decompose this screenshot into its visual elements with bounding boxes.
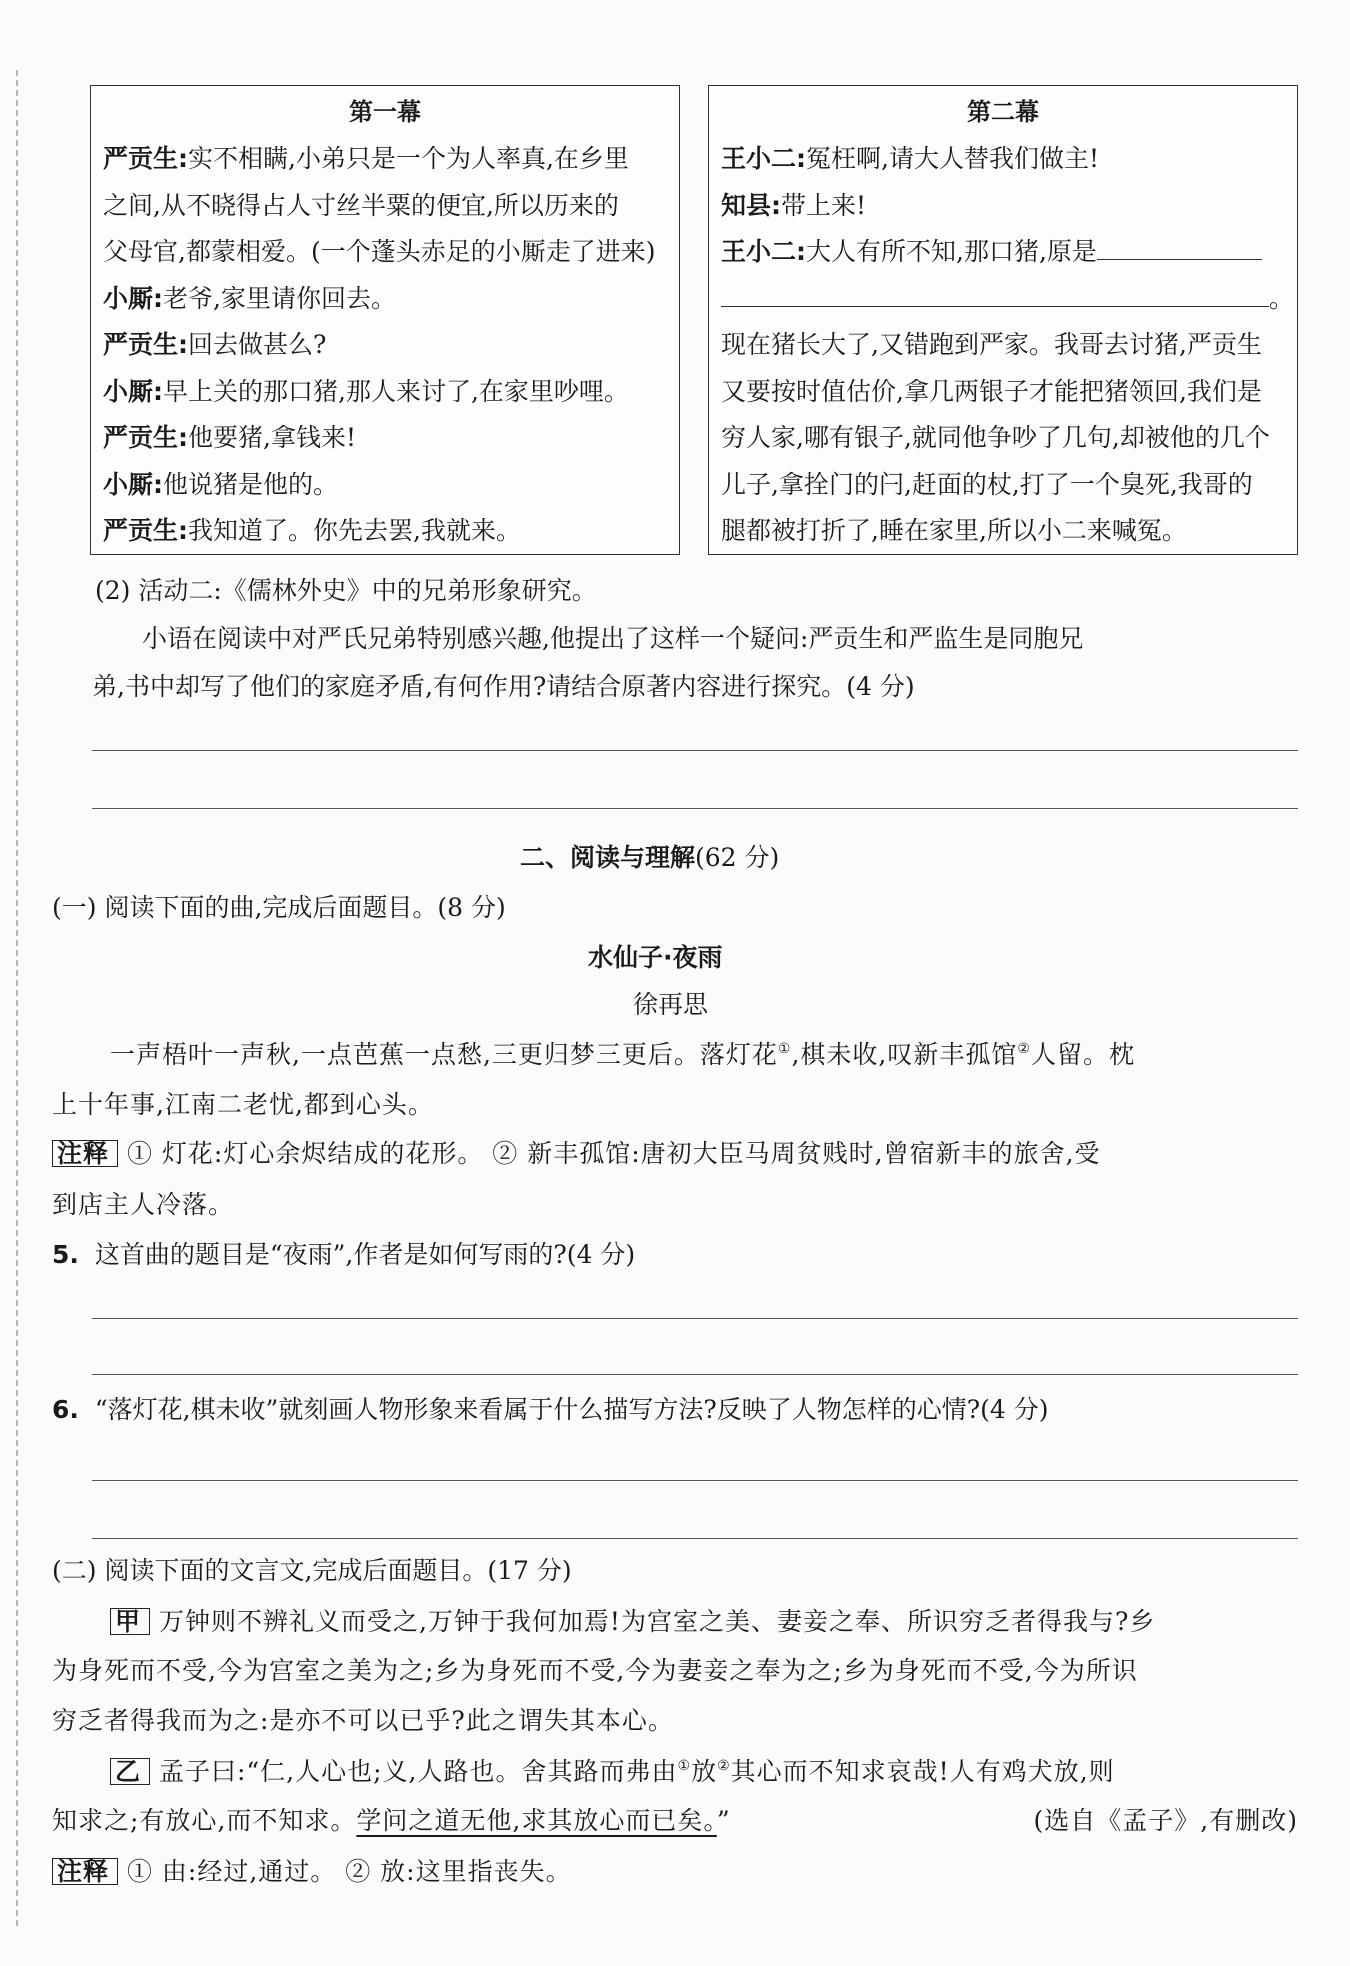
dialogue-line: 小厮:他说猪是他的。: [103, 469, 339, 499]
passage-jia-line: 穷乏者得我而为之:是亦不可以已乎?此之谓失其本心。: [52, 1706, 674, 1735]
passage-jia-line: 为身死而不受,今为宫室之美为之;乡为身死而不受,今为妻妾之奉为之;乡为身死而不受,今为所识: [52, 1656, 1138, 1685]
passage-jia: 甲 万钟则不辨礼义而受之,万钟于我何加焉!为宫室之美、妻妾之奉、所识穷乏者得我与?乡: [110, 1608, 1155, 1635]
note-label: 注释: [52, 1140, 113, 1167]
dialogue-line: 知县:带上来!: [721, 190, 867, 220]
poem-line: 上十年事,江南二老忧,都到心头。: [52, 1090, 434, 1119]
dialogue-line: 。: [721, 276, 1285, 323]
answer-line[interactable]: [92, 750, 1298, 751]
dialogue-line: 腿都被打折了,睡在家里,所以小二来喊冤。: [721, 516, 1187, 545]
dialogue-line: 小厮:早上关的那口猪,那人来讨了,在家里吵哩。: [103, 376, 629, 406]
dialogue-line: 之间,从不晓得占人寸丝半粟的便宜,所以历来的: [103, 190, 619, 220]
underlined-sentence: 学问之道无他,求其放心而已矣。: [356, 1806, 717, 1835]
scene-one-title: 第一幕: [349, 98, 421, 126]
dialogue-line: 王小二:大人有所不知,那口猪,原是: [721, 229, 1285, 276]
passage-notes: 注释 ① 由:经过,通过。 ② 放:这里指丧失。: [52, 1858, 572, 1885]
passage-yi: 乙 孟子曰:“仁,人心也;义,人路也。舍其路而弗由①放②其心而不知求哀哉!人有鸡犬放,则: [110, 1758, 1115, 1785]
binding-margin-line: [16, 70, 18, 1926]
dialogue-line: 严贡生:实不相瞒,小弟只是一个为人率真,在乡里: [103, 144, 629, 173]
dialogue-line: 小厮:老爷,家里请你回去。: [103, 283, 396, 313]
answer-line[interactable]: [92, 1374, 1298, 1375]
answer-line[interactable]: [92, 1538, 1298, 1539]
activity-two-heading: (2) 活动二:《儒林外史》中的兄弟形象研究。: [95, 576, 597, 605]
question-5: 5. 这首曲的题目是“夜雨”,作者是如何写雨的?(4 分): [52, 1240, 636, 1269]
scene-two-box: [708, 85, 1298, 555]
dialogue-line: 父母官,都蒙相爱。(一个蓬头赤足的小厮走了进来): [103, 237, 656, 266]
source-citation: (选自《孟子》,有删改): [1033, 1806, 1298, 1835]
activity-two-paragraph-cont: 弟,书中却写了他们的家庭矛盾,有何作用?请结合原著内容进行探究。(4 分): [92, 672, 915, 701]
poem-author: 徐再思: [633, 990, 709, 1019]
poem-notes: 注释 ① 灯花:灯心余烬结成的花形。 ② 新丰孤馆:唐初大臣马周贫贱时,曾宿新丰的旅舍,受: [52, 1140, 1101, 1167]
poem-title: 水仙子·夜雨: [588, 943, 723, 972]
answer-line[interactable]: [92, 1318, 1298, 1319]
part-two-heading: (二) 阅读下面的文言文,完成后面题目。(17 分): [52, 1556, 572, 1585]
answer-line[interactable]: [92, 808, 1298, 809]
answer-line[interactable]: [92, 1480, 1298, 1481]
part-one-heading: (一) 阅读下面的曲,完成后面题目。(8 分): [52, 893, 506, 922]
dialogue-line: 又要按时值估价,拿几两银子才能把猪领回,我们是: [721, 376, 1262, 406]
dialogue-line: 穷人家,哪有银子,就同他争吵了几句,却被他的几个: [721, 423, 1270, 452]
dialogue-line: 王小二:冤枉啊,请大人替我们做主!: [721, 144, 1099, 173]
dialogue-line: 儿子,拿拴门的闩,赶面的杖,打了一个臭死,我哥的: [721, 469, 1253, 499]
scene-one-dialogue: [103, 136, 667, 555]
scene-one-box: [90, 85, 680, 555]
scene-two-title: 第二幕: [967, 98, 1039, 126]
passage-yi-label: 乙: [110, 1758, 145, 1785]
dialogue-line: 严贡生:他要猪,拿钱来!: [103, 423, 356, 452]
passage-jia-label: 甲: [110, 1608, 145, 1635]
fill-blank[interactable]: [1097, 235, 1262, 260]
dialogue-line: 严贡生:回去做甚么?: [103, 330, 327, 359]
fill-blank[interactable]: [721, 282, 1269, 307]
question-6: 6. “落灯花,棋未收”就刻画人物形象来看属于什么描写方法?反映了人物怎样的心情?(4 分): [52, 1395, 1049, 1424]
poem-line: 一声梧叶一声秋,一点芭蕉一点愁,三更归梦三更后。落灯花①,棋未收,叹新丰孤馆②人留。枕: [110, 1040, 1135, 1069]
activity-two-paragraph: 小语在阅读中对严氏兄弟特别感兴趣,他提出了这样一个疑问:严贡生和严监生是同胞兄: [142, 624, 1084, 653]
passage-yi-line: 知求之;有放心,而不知求。学问之道无他,求其放心而已矣。”: [52, 1806, 731, 1835]
section-title: 二、阅读与理解(62 分): [520, 843, 780, 872]
dialogue-line: 严贡生:我知道了。你先去罢,我就来。: [103, 516, 521, 545]
poem-notes-cont: 到店主人冷落。: [52, 1190, 235, 1219]
dialogue-line: 现在猪长大了,又错跑到严家。我哥去讨猪,严贡生: [721, 330, 1262, 359]
note-label: 注释: [52, 1858, 113, 1885]
